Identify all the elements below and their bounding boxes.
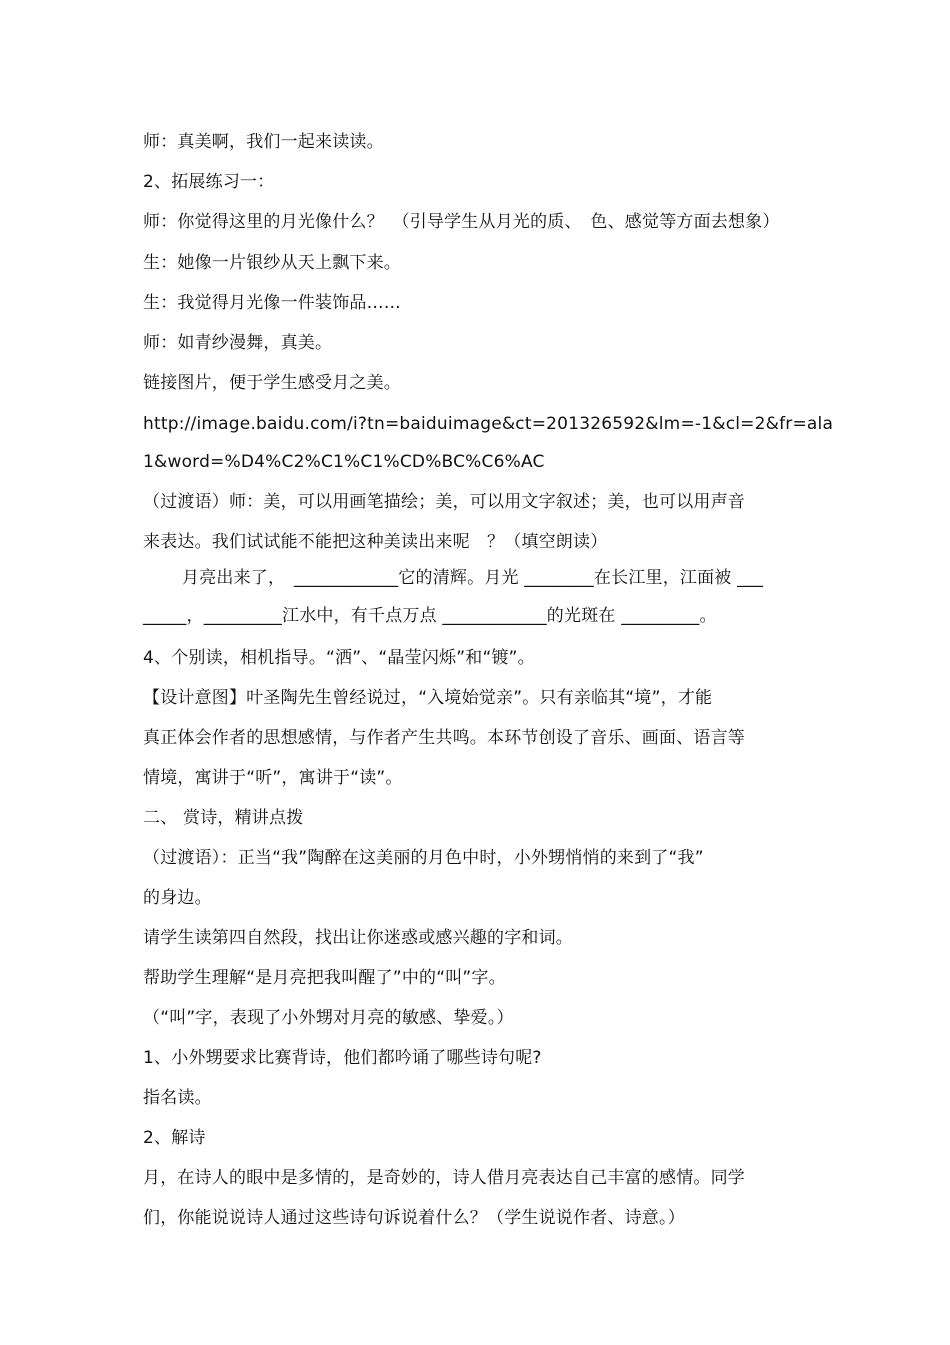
text-line: （过渡语）：正当“我”陶醉在这美丽的月色中时，小外甥悄悄的来到了“我” [143,848,704,868]
text-line: 的身边。 [143,888,212,908]
url-line: 1&word=%D4%C2%C1%C1%CD%BC%C6%AC [143,452,545,472]
text-line: 1、小外甥要求比赛背诗，他们都吟诵了哪些诗句呢? [143,1048,542,1068]
text-line: 师：如青纱漫舞，真美。 [143,333,333,353]
design-intent-line: 【设计意图】叶圣陶先生曾经说过，“入境始觉亲”。只有亲临其“境”，才能 [143,688,713,708]
text-line: 链接图片，便于学生感受月之美。 [143,373,401,393]
fill-blank-line: _____，_________江水中，有千点万点 ____________的光斑在 _________。 [143,606,717,626]
url-line: http://image.baidu.com/i?tn=baiduimage&ct=201326592&lm=-1&cl=2&fr=ala [143,414,834,434]
text-line: 帮助学生理解“是月亮把我叫醒了”中的“叫”字。 [143,968,506,988]
text-line: 师：真美啊，我们一起来读读。 [143,132,384,152]
text-line: 情境，寓讲于“听”，寓讲于“读”。 [143,768,403,788]
text-line: 4、个别读，相机指导。“洒”、“晶莹闪烁”和“镀”。 [143,648,535,668]
text-line: 2、拓展练习一： [143,172,275,192]
text-line: 月，在诗人的眼中是多情的，是奇妙的，诗人借月亮表达自己丰富的感情。同学 [143,1168,745,1188]
text-line: 生：我觉得月光像一件装饰品…… [143,293,401,313]
text-line: 请学生读第四自然段，找出让你迷惑或感兴趣的字和词。 [143,928,573,948]
section-heading: 二、 赏诗，精讲点拨 [143,808,304,828]
text-line: 师：你觉得这里的月光像什么？ （引导学生从月光的质、 色、感觉等方面去想象） [143,212,780,232]
text-line: 生：她像一片银纱从天上飘下来。 [143,253,401,273]
text-line: （“叫”字，表现了小外甥对月亮的敏感、挚爱。） [143,1008,514,1028]
text-line: 2、解诗 [143,1128,206,1148]
text-line: 来表达。我们试试能不能把这种美读出来呢 ？（填空朗读） [143,532,608,552]
fill-blank-line: 月亮出来了， ____________它的清辉。月光 ________在长江里，江面被 ___ [182,568,764,588]
text-line: 指名读。 [143,1088,212,1108]
text-line: 们，你能说说诗人通过这些诗句诉说着什么？（学生说说作者、诗意。） [143,1208,685,1228]
text-line: （过渡语）师：美，可以用画笔描绘；美，可以用文字叙述；美，也可以用声音 [143,492,745,512]
text-line: 真正体会作者的思想感情，与作者产生共鸣。本环节创设了音乐、画面、语言等 [143,728,745,748]
